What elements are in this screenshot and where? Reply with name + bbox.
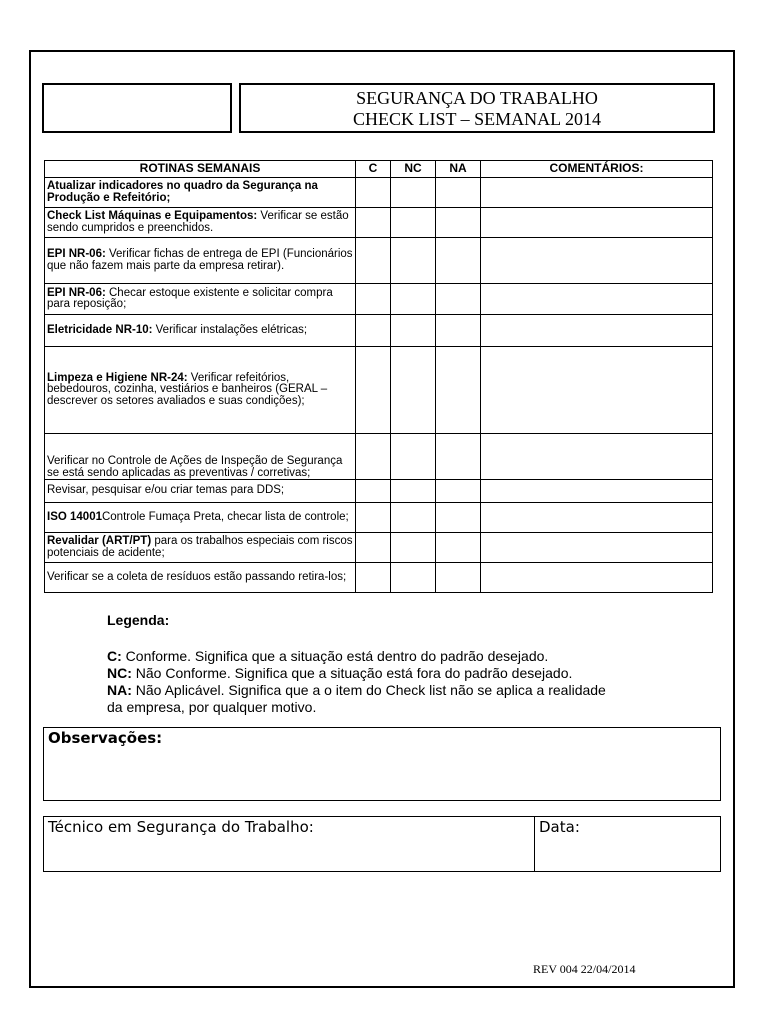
table-row	[45, 533, 713, 563]
nc-cell[interactable]	[391, 284, 436, 315]
task-bold: Check List Máquinas e Equipamentos:	[47, 210, 258, 222]
task-bold: Eletricidade NR-10:	[47, 323, 153, 336]
task-text: Verificar se estão sendo cumpridos e preenchidos.	[47, 210, 349, 234]
legend-key: NC:	[107, 665, 132, 681]
task-cell	[45, 480, 356, 503]
observations-label: Observações:	[48, 729, 163, 747]
header-c: C	[356, 161, 391, 178]
signature-section	[43, 816, 721, 872]
na-cell[interactable]	[436, 208, 481, 238]
task-cell	[45, 563, 356, 593]
legend-key: C:	[107, 648, 122, 664]
task-text: para os trabalhos especiais com riscos potenciais de acidente;	[47, 535, 353, 559]
technician-field[interactable]	[44, 817, 535, 871]
c-cell[interactable]	[356, 284, 391, 315]
c-cell[interactable]	[356, 503, 391, 533]
table-row	[45, 238, 713, 284]
task-bold: Revalidar (ART/PT)	[47, 535, 152, 547]
task-cell	[45, 284, 356, 315]
nc-cell[interactable]	[391, 178, 436, 208]
nc-cell[interactable]	[391, 503, 436, 533]
title-line-1: SEGURANÇA DO TRABALHO	[356, 88, 598, 108]
nc-cell[interactable]	[391, 563, 436, 593]
comment-cell[interactable]	[481, 347, 713, 434]
legend-title: Legenda:	[107, 612, 170, 628]
c-cell[interactable]	[356, 178, 391, 208]
na-cell[interactable]	[436, 563, 481, 593]
title-line-2: CHECK LIST – SEMANAL 2014	[352, 109, 601, 129]
task-bold: Atualizar indicadores no quadro da Segurança na Produção e Refeitório;	[47, 180, 318, 204]
date-field[interactable]	[535, 817, 720, 871]
task-bold: EPI NR-06:	[47, 248, 106, 260]
nc-cell[interactable]	[391, 238, 436, 284]
table-header-row	[45, 161, 713, 178]
na-cell[interactable]	[436, 480, 481, 503]
legend-continuation: da empresa, por qualquer motivo.	[107, 699, 317, 715]
observations-field[interactable]	[43, 727, 721, 801]
task-cell	[45, 503, 356, 533]
task-text: Verificar instalações elétricas;	[152, 323, 308, 336]
task-text: Verificar se a coleta de resíduos estão passando retira-los;	[47, 570, 347, 583]
comment-cell[interactable]	[481, 434, 713, 480]
comment-cell[interactable]	[481, 480, 713, 503]
comment-cell[interactable]	[481, 533, 713, 563]
header-comentarios: COMENTÁRIOS:	[481, 161, 713, 178]
revision-label: REV 004 22/04/2014	[533, 962, 636, 976]
table-row	[45, 434, 713, 480]
checklist-table	[44, 160, 713, 593]
comment-cell[interactable]	[481, 178, 713, 208]
task-cell	[45, 347, 356, 434]
logo-box	[42, 83, 232, 133]
document-title	[239, 83, 715, 133]
na-cell[interactable]	[436, 347, 481, 434]
na-cell[interactable]	[436, 503, 481, 533]
task-cell	[45, 533, 356, 563]
task-text: Controle Fumaça Preta, checar lista de controle;	[101, 510, 349, 523]
table-row	[45, 347, 713, 434]
na-cell[interactable]	[436, 434, 481, 480]
c-cell[interactable]	[356, 533, 391, 563]
na-cell[interactable]	[436, 238, 481, 284]
c-cell[interactable]	[356, 563, 391, 593]
nc-cell[interactable]	[391, 533, 436, 563]
table-row	[45, 315, 713, 347]
legend-item-na	[107, 682, 606, 699]
c-cell[interactable]	[356, 434, 391, 480]
c-cell[interactable]	[356, 315, 391, 347]
task-text: Verificar fichas de entrega de EPI (Funcionários que não fazem mais parte da empresa retirar).	[47, 248, 353, 272]
comment-cell[interactable]	[481, 238, 713, 284]
task-bold: Limpeza e Higiene NR-24:	[47, 371, 188, 384]
na-cell[interactable]	[436, 533, 481, 563]
task-cell	[45, 238, 356, 284]
legend-text: Conforme. Significa que a situação está dentro do padrão desejado.	[121, 648, 549, 664]
task-bold: EPI NR-06:	[47, 286, 106, 299]
legend-item-c	[107, 648, 606, 665]
c-cell[interactable]	[356, 208, 391, 238]
nc-cell[interactable]	[391, 434, 436, 480]
comment-cell[interactable]	[481, 563, 713, 593]
task-cell	[45, 178, 356, 208]
technician-label: Técnico em Segurança do Trabalho:	[48, 818, 314, 836]
legend-text: Não Conforme. Significa que a situação está fora do padrão desejado.	[131, 665, 573, 681]
task-cell	[45, 208, 356, 238]
task-cell	[45, 315, 356, 347]
task-bold: ISO 14001	[47, 510, 102, 523]
table-row	[45, 563, 713, 593]
comment-cell[interactable]	[481, 503, 713, 533]
table-row	[45, 480, 713, 503]
na-cell[interactable]	[436, 178, 481, 208]
c-cell[interactable]	[356, 480, 391, 503]
legend-key: NA:	[107, 682, 132, 698]
task-text: Checar estoque existente e solicitar compra para reposição;	[47, 286, 333, 310]
header-rotinas: ROTINAS SEMANAIS	[45, 161, 356, 178]
legend-text: Não Aplicável. Significa que a o item do Check list não se aplica a realidade	[131, 682, 606, 698]
comment-cell[interactable]	[481, 284, 713, 315]
table-row	[45, 208, 713, 238]
task-text: Verificar no Controle de Ações de Inspeção de Segurança se está sendo aplicadas as preventivas / corretivas;	[47, 455, 343, 479]
nc-cell[interactable]	[391, 315, 436, 347]
comment-cell[interactable]	[481, 315, 713, 347]
task-text: Verificar refeitórios, bebedouros, cozinha, vestiários e banheiros (GERAL – descrever os setores avaliados e suas condições);	[47, 371, 328, 407]
na-cell[interactable]	[436, 284, 481, 315]
c-cell[interactable]	[356, 238, 391, 284]
header-nc: NC	[391, 161, 436, 178]
c-cell[interactable]	[356, 347, 391, 434]
table-row	[45, 503, 713, 533]
na-cell[interactable]	[436, 315, 481, 347]
legend-item-nc	[107, 665, 606, 682]
task-cell	[45, 434, 356, 480]
nc-cell[interactable]	[391, 480, 436, 503]
table-row	[45, 178, 713, 208]
table-row	[45, 284, 713, 315]
task-text: Revisar, pesquisar e/ou criar temas para DDS;	[47, 484, 285, 497]
date-label: Data:	[539, 818, 580, 836]
legend	[107, 612, 606, 716]
comment-cell[interactable]	[481, 208, 713, 238]
header-na: NA	[436, 161, 481, 178]
nc-cell[interactable]	[391, 208, 436, 238]
nc-cell[interactable]	[391, 347, 436, 434]
